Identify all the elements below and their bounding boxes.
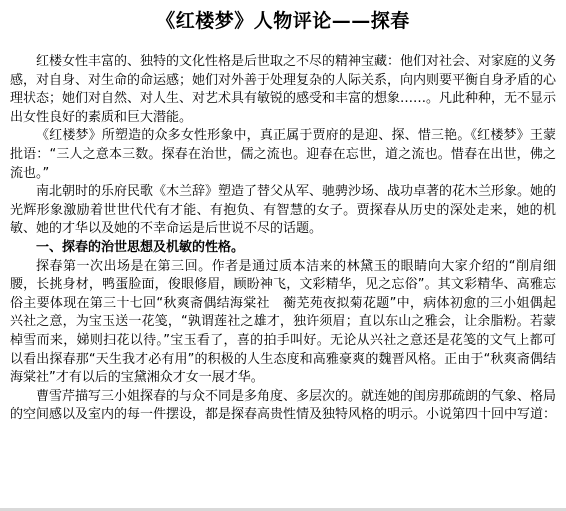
paragraph-intro: 红楼女性丰富的、独特的文化性格是后世取之不尽的精神宝藏：他们对社会、对家庭的义务感，对自身、对生命的命运感；她们对外善于处理复杂的人际关系，向内则要平衡自身矛盾的心理状态；她们对自然、对人生、对艺术具有敏锐的感受和丰富的想象……。凡此种种，无不显示出女性良好的素质和巨大潜能。 — [10, 54, 557, 125]
article-body — [10, 53, 556, 425]
paragraph-chamber: 曹雪芹描写三小姐探春的与众不同是多角度、多层次的。就连她的闺房那疏朗的气象、格局的空间感以及室内的每一件摆设，都是探春高贵性情及独特风格的明示。小说第四十回中写道： — [10, 388, 557, 423]
page-title: 《红楼梦》人物评论——探春 — [156, 10, 410, 32]
paragraph-first-appearance: 探春第一次出场是在第三回。作者是通过质本洁来的林黛玉的眼睛向大家介绍的“削肩细腰，长挑身材，鸭蛋脸面，俊眼修眉，顾盼神飞，文彩精华，见之忘俗”。其文彩精华、高雅忘俗主要体现在第三十七回“秋爽斋偶结海棠社 蘅芜苑夜拟菊花题”中，病体初愈的三小姐偶起兴社之意，为宝玉送一花笺，“孰谓莲社之雄才，独许须眉；直以东山之雅会，让余脂粉。若蒙棹雪而来，娣则扫花以待。”宝玉看了，喜的拍手叫好。无论从兴社之意还是花笺的文气上都可以看出探春那“天生我才必有用”的积极的人生态度和高雅豪爽的魏晋风格。正由于“秋爽斋偶结海棠社”才有以后的宝黛湘众才女一展才华。 — [10, 258, 556, 386]
paragraph-mulan: 南北朝时的乐府民歌《木兰辞》塑造了替父从军、驰骋沙场、战功卓著的花木兰形象。她的光辉形象激励着世世代代有才能、有抱负、有智慧的女子。贾探春从历史的深处走来，她的机敏、她的才华以及她的不幸命运是后世说不尽的话题。 — [10, 184, 557, 237]
section-heading: 一、探春的治世思想及机敏的性格。 — [36, 239, 245, 255]
paragraph-three-sisters: 《红楼梦》所塑造的众多女性形象中，真正属于贾府的是迎、探、惜三艳。《红楼梦》王蒙批语：“三人之意本三数。探春在治世，儒之流也。迎春在忘世，道之流也。惜春在出世，佛之流也。” — [10, 128, 556, 181]
